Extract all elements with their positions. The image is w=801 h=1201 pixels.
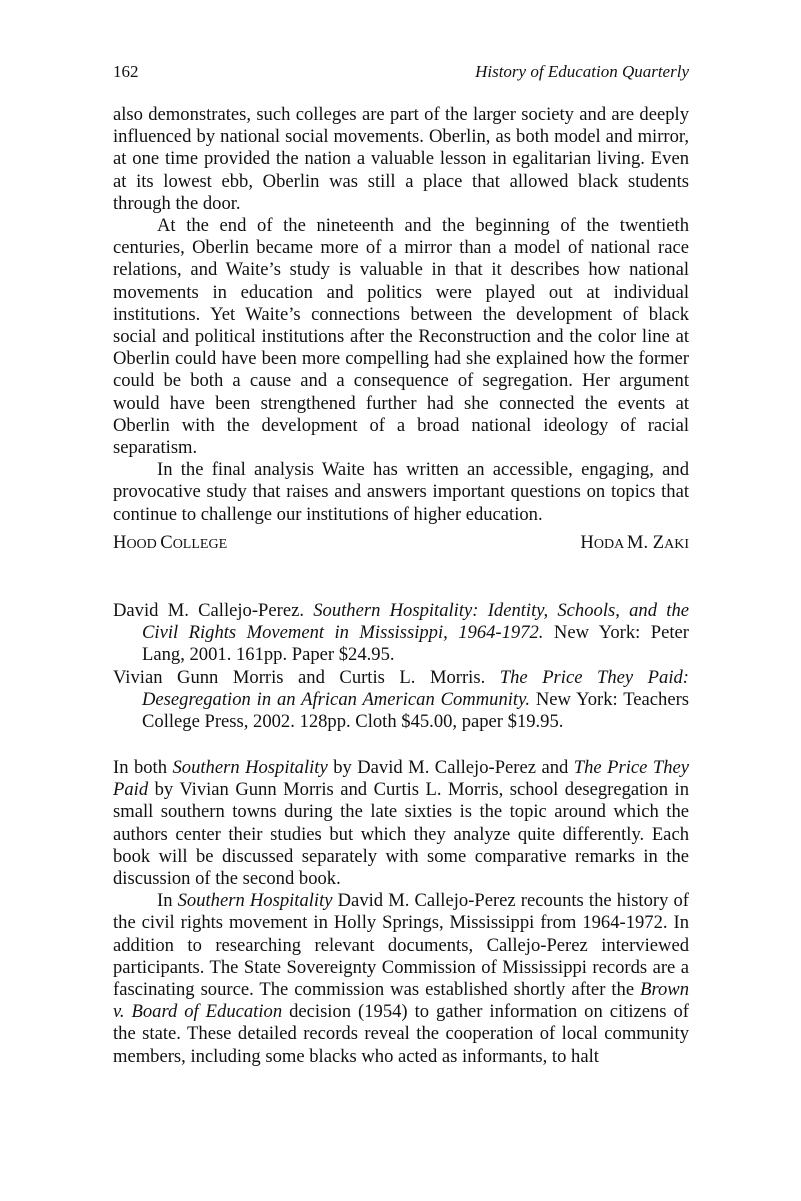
page-number: 162	[113, 62, 139, 81]
review-body	[113, 757, 689, 1068]
paragraph: also demonstrates, such colleges are part of the larger society and are deeply influenced by national social movements. Oberlin, as both model and mirror, at one time provided the nation a valuable lesson in egalitarian living. Even at its lowest ebb, Oberlin was still a place that allowed black students through the door.	[113, 104, 689, 214]
reviewer-name: HODA M. ZAKI	[580, 532, 689, 553]
reviewer-institution: HOOD COLLEGE	[113, 532, 228, 553]
journal-title: History of Education Quarterly	[475, 62, 689, 81]
paragraph: In the final analysis Waite has written an accessible, engaging, and provocative study that raises and answers important questions on topics that continue to challenge our institutions of higher education.	[113, 459, 689, 525]
review-conclusion	[113, 104, 689, 526]
paragraph: At the end of the nineteenth and the beginning of the twentieth centuries, Oberlin became more of a mirror than a model of national race relations, and Waite’s study is valuable in that it describes how national movements in education and politics were played out at individual institutions. Yet Waite’s connections between the development of black social and political institutions after the Reconstruction and the color line at Oberlin could have been more compelling had she explained how the former could be both a cause and a consequence of segregation. Her argument would have been strengthened further had she connected the events at Oberlin with the development of a broad national ideology of racial separatism.	[113, 215, 689, 459]
book-citation: Vivian Gunn Morris and Curtis L. Morris. The Price They Paid: Desegregation in an African American Community. New York: Teachers College Press, 2002. 128pp. Cloth $45.00, paper $19.95.	[113, 666, 689, 733]
book-citations	[113, 600, 689, 733]
paragraph: In both Southern Hospitality by David M. Callejo-Perez and The Price They Paid by Vivian Gunn Morris and Curtis L. Morris, school desegregation in small southern towns during the late sixties is the topic around which the authors center their studies but which they analyze quite differently. Each book will be discussed separately with some comparative remarks in the discussion of the second book.	[113, 757, 689, 890]
book-citation: David M. Callejo-Perez. Southern Hospitality: Identity, Schools, and the Civil Rights Movement in Mississippi, 1964-1972. New York: Peter Lang, 2001. 161pp. Paper $24.95.	[113, 600, 689, 666]
paragraph: In Southern Hospitality David M. Callejo-Perez recounts the history of the civil rights movement in Holly Springs, Mississippi from 1964-1972. In addition to researching relevant documents, Callejo-Perez interviewed participants. The State Sovereignty Commission of Mississippi records are a fascinating source. The commission was established shortly after the Brown v. Board of Education decision (1954) to gather information on citizens of the state. These detailed records reveal the cooperation of local community members, including some blacks who acted as informants, to halt	[113, 890, 689, 1067]
